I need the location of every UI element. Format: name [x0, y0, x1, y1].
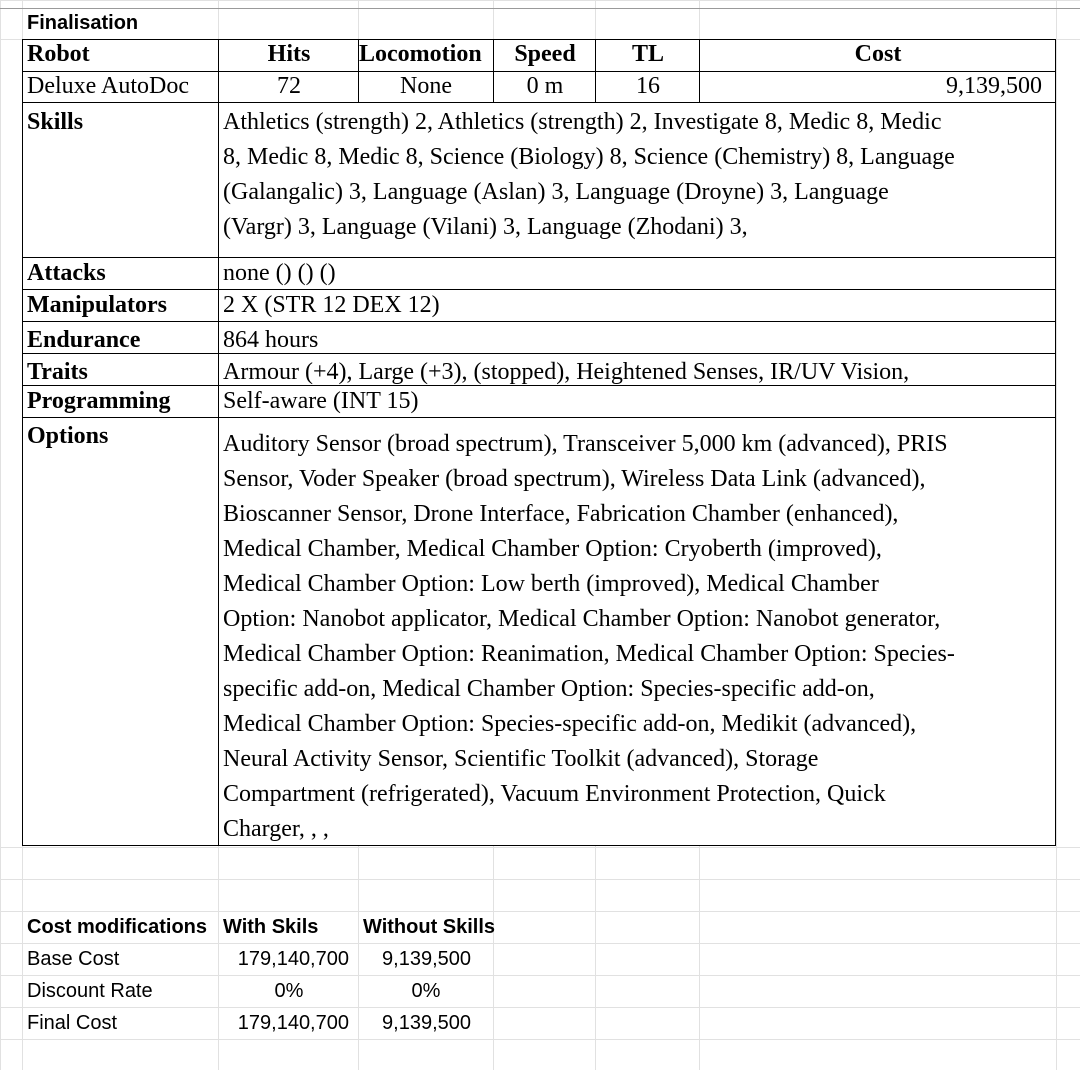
- options-line: Neural Activity Sensor, Scientific Toolkit (advanced), Storage: [223, 746, 819, 772]
- header-locomotion[interactable]: Locomotion: [359, 41, 482, 67]
- traits-label[interactable]: Traits: [27, 359, 88, 385]
- locomotion-value[interactable]: None: [400, 73, 452, 99]
- discount-rate-with[interactable]: 0%: [274, 980, 304, 1002]
- base-cost-without[interactable]: 9,139,500: [382, 948, 471, 970]
- options-line: Sensor, Voder Speaker (broad spectrum), Wireless Data Link (advanced),: [223, 466, 926, 492]
- traits-value[interactable]: Armour (+4), Large (+3), (stopped), Heightened Senses, IR/UV Vision,: [223, 359, 910, 385]
- final-cost-label[interactable]: Final Cost: [27, 1012, 118, 1034]
- cost-modifications-header[interactable]: Cost modifications: [27, 916, 208, 938]
- endurance-label[interactable]: Endurance: [27, 327, 141, 353]
- header-tl[interactable]: TL: [631, 41, 664, 67]
- skills-label[interactable]: Skills: [27, 109, 84, 135]
- header-hits[interactable]: Hits: [267, 41, 311, 67]
- options-line: Bioscanner Sensor, Drone Interface, Fabrication Chamber (enhanced),: [223, 501, 899, 527]
- skills-line: Athletics (strength) 2, Athletics (strength) 2, Investigate 8, Medic 8, Medic: [223, 109, 942, 135]
- options-label[interactable]: Options: [27, 423, 109, 449]
- programming-value[interactable]: Self-aware (INT 15): [223, 388, 419, 414]
- programming-label[interactable]: Programming: [27, 388, 171, 414]
- cost-value[interactable]: 9,139,500: [946, 73, 1042, 99]
- skills-line: (Vargr) 3, Language (Vilani) 3, Language (Zhodani) 3,: [223, 214, 748, 240]
- base-cost-label[interactable]: Base Cost: [27, 948, 120, 970]
- header-speed[interactable]: Speed: [514, 41, 576, 67]
- options-line: specific add-on, Medical Chamber Option: Species-specific add-on,: [223, 676, 875, 702]
- header-robot[interactable]: Robot: [27, 41, 90, 67]
- robot-name[interactable]: Deluxe AutoDoc: [27, 73, 189, 99]
- options-line: Medical Chamber Option: Low berth (improved), Medical Chamber: [223, 571, 879, 597]
- options-line: Auditory Sensor (broad spectrum), Transceiver 5,000 km (advanced), PRIS: [223, 431, 948, 457]
- with-skills-header[interactable]: With Skils: [223, 916, 319, 938]
- tl-value[interactable]: 16: [636, 73, 660, 99]
- skills-line: 8, Medic 8, Medic 8, Science (Biology) 8, Science (Chemistry) 8, Language: [223, 144, 955, 170]
- sheet-title[interactable]: Finalisation: [27, 12, 139, 34]
- robot-sheet: [22, 39, 1056, 846]
- manipulators-value[interactable]: 2 X (STR 12 DEX 12): [223, 292, 440, 318]
- skills-value[interactable]: [223, 105, 1053, 245]
- discount-rate-without[interactable]: 0%: [411, 980, 441, 1002]
- discount-rate-label[interactable]: Discount Rate: [27, 980, 153, 1002]
- options-line: Medical Chamber Option: Species-specific add-on, Medikit (advanced),: [223, 711, 917, 737]
- options-line: Option: Nanobot applicator, Medical Chamber Option: Nanobot generator,: [223, 606, 941, 632]
- without-skills-header[interactable]: Without Skills: [363, 916, 496, 938]
- options-line: Charger, , ,: [223, 816, 329, 842]
- skills-line: (Galangalic) 3, Language (Aslan) 3, Language (Droyne) 3, Language: [223, 179, 889, 205]
- attacks-value[interactable]: none () () (): [223, 260, 336, 286]
- endurance-value[interactable]: 864 hours: [223, 327, 319, 353]
- final-cost-with[interactable]: 179,140,700: [237, 1012, 349, 1034]
- speed-value[interactable]: 0 m: [526, 73, 564, 99]
- final-cost-without[interactable]: 9,139,500: [382, 1012, 471, 1034]
- base-cost-with[interactable]: 179,140,700: [237, 948, 349, 970]
- options-line: Medical Chamber Option: Reanimation, Medical Chamber Option: Species-: [223, 641, 955, 667]
- attacks-label[interactable]: Attacks: [27, 260, 106, 286]
- manipulators-label[interactable]: Manipulators: [27, 292, 168, 318]
- options-value[interactable]: [223, 427, 1053, 847]
- options-line: Medical Chamber, Medical Chamber Option: Cryoberth (improved),: [223, 536, 882, 562]
- header-cost[interactable]: Cost: [854, 41, 902, 67]
- options-line: Compartment (refrigerated), Vacuum Environment Protection, Quick: [223, 781, 886, 807]
- hits-value[interactable]: 72: [277, 73, 301, 99]
